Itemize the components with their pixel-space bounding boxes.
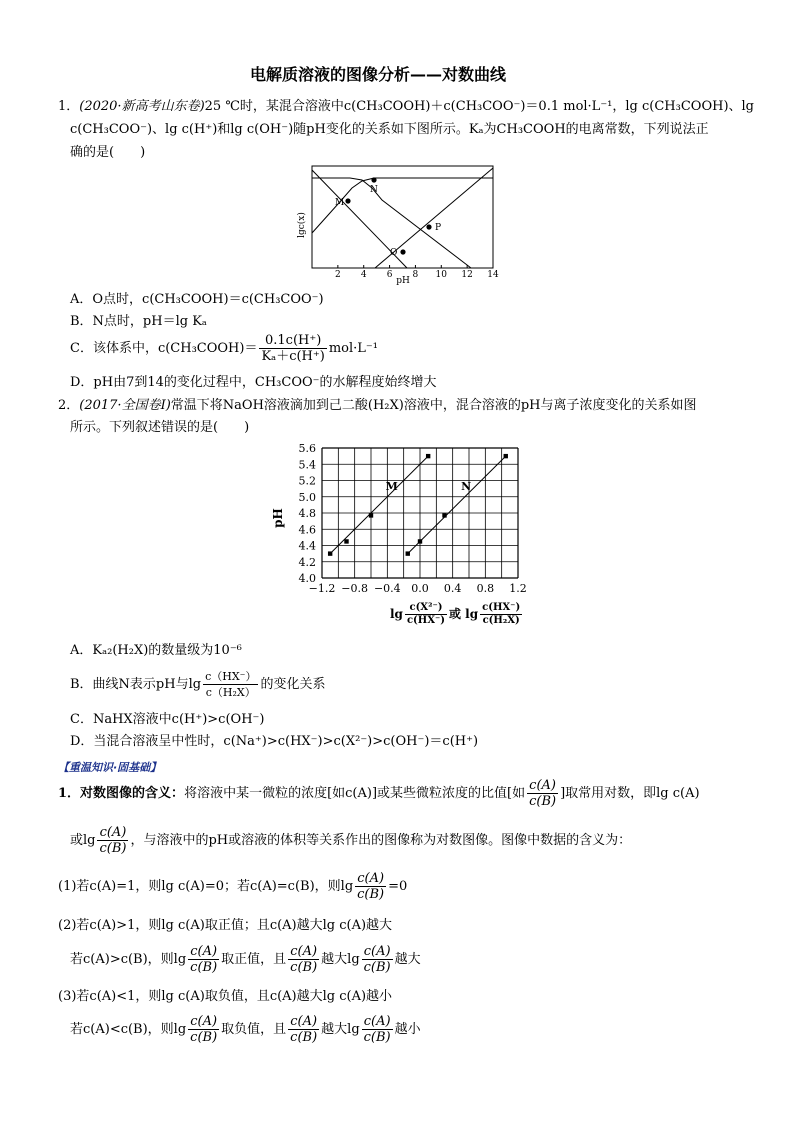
review-frac-num: c(A) — [527, 778, 558, 794]
review-l3-frac1-den: c(B) — [190, 960, 218, 975]
q2-ylabel: pH — [271, 508, 285, 528]
review-l5-frac3 — [362, 1014, 393, 1045]
q1-optc-pre: C．该体系中，c(CH₃COOH)＝ — [70, 341, 258, 356]
review-l5-frac1 — [188, 1014, 219, 1045]
q2-xtick-label: −0.8 — [341, 582, 369, 595]
q2-point-M — [344, 539, 348, 543]
review-p1 — [58, 778, 700, 809]
review-l3d: 越大 — [394, 952, 421, 967]
q1-optc-den: Kₐ＋c(H⁺) — [261, 349, 325, 364]
q2-ytick-label: 4.4 — [298, 539, 316, 553]
q1-xtick-label: 8 — [412, 270, 419, 280]
q2-ytick-label: 5.0 — [298, 490, 316, 504]
q2-ytick-label: 5.4 — [298, 458, 316, 472]
q1-stem3: 确的是( ) — [70, 145, 146, 160]
review-l3-frac2 — [288, 944, 319, 975]
review-l3a: 若c(A)>c(B)，则lg — [70, 952, 187, 967]
q1-label-n: N — [370, 185, 378, 195]
review-p2 — [70, 825, 631, 856]
review-h1: 对数图像的含义： — [80, 786, 185, 801]
q2-xtick-label: 0.0 — [411, 582, 429, 595]
q2-optb-num: c（HX⁻） — [205, 670, 257, 683]
review-p1a: 将溶液中某一微粒的浓度[如c(A)]或某些微粒浓度的比值[如 — [184, 786, 526, 801]
q1-number: 1． — [58, 99, 80, 114]
review-l3-frac3 — [362, 944, 393, 975]
q2-point-N — [504, 454, 508, 458]
q2-stem-line1 — [58, 397, 697, 415]
q1-point-m — [345, 198, 350, 203]
q1-stem-line1 — [58, 98, 754, 116]
review-l5-frac1-num: c(A) — [188, 1014, 219, 1030]
q2-xlabel-frac1 — [405, 602, 447, 627]
review-frac-ab — [527, 778, 558, 809]
q2-number: 2． — [58, 398, 80, 413]
q2-ytick-label: 4.6 — [298, 523, 316, 537]
q2-xtick-label: 1.2 — [509, 582, 527, 595]
q1-xtick-label: 14 — [487, 270, 499, 280]
q2-point-N — [442, 513, 446, 517]
review-l3-frac1 — [188, 944, 219, 975]
q2-ytick-label: 4.2 — [298, 555, 316, 569]
review-l1-frac — [355, 871, 386, 902]
review-l3-frac2-num: c(A) — [288, 944, 319, 960]
q1-point-o — [400, 249, 405, 254]
review-l5-frac3-num: c(A) — [362, 1014, 393, 1030]
review-p1b: ]取常用对数，即lg c(A) — [560, 786, 700, 801]
review-p2-frac — [97, 825, 128, 856]
q1-optc-fraction — [259, 333, 326, 364]
review-l5-frac2-num: c(A) — [288, 1014, 319, 1030]
q2-series-line-N — [408, 456, 506, 554]
review-p2a: 或lg — [70, 833, 96, 848]
q1-source: (2020·新高考山东卷) — [79, 99, 205, 114]
review-l2: (2)若c(A)>1，则lg c(A)取正值；且c(A)越大lg c(A)越大 — [58, 918, 393, 933]
q2-series-line-M — [330, 456, 428, 554]
review-l1b: =0 — [388, 879, 408, 894]
q1-optc-post: mol·L⁻¹ — [328, 341, 378, 356]
review-l5c: 越大lg — [321, 1022, 360, 1037]
review-l3-frac3-den: c(B) — [363, 960, 391, 975]
review-l3-frac3-num: c(A) — [362, 944, 393, 960]
q1-optc-num: 0.1c(H⁺) — [259, 333, 326, 349]
q1-option-c — [70, 333, 378, 364]
review-p2-frac-num: c(A) — [97, 825, 128, 841]
q1-xtick-label: 4 — [360, 270, 367, 280]
q1-stem1: 25 ℃时，某混合溶液中c(CH₃COOH)＋c(CH₃COO⁻)＝0.1 mol·L⁻¹，lg c(CH₃COOH)、lg — [204, 99, 755, 114]
review-p2-frac-den: c(B) — [99, 841, 127, 856]
q2-option-a: A．Kₐ₂(H₂X)的数量级为10⁻⁶ — [70, 643, 242, 658]
review-l5-frac3-den: c(B) — [363, 1030, 391, 1045]
q2-point-M — [369, 513, 373, 517]
review-l5a: 若c(A)<c(B)，则lg — [70, 1022, 187, 1037]
q2-stem2: 所示。下列叙述错误的是( ) — [70, 420, 250, 435]
review-frac-den: c(B) — [529, 794, 557, 809]
q2-point-N — [406, 551, 410, 555]
q2-grid — [322, 448, 518, 578]
q2-xlabel-frac2 — [480, 602, 522, 627]
q2-series-label-M: M — [385, 479, 398, 493]
review-l3 — [70, 944, 421, 975]
q2-option-b — [70, 669, 325, 700]
q2-xlabel-frac2-num: c(HX⁻) — [482, 602, 521, 613]
review-h1-num: 1． — [58, 786, 81, 801]
q1-option-b: B．N点时，pH＝lg Kₐ — [70, 314, 207, 329]
review-l5 — [70, 1014, 421, 1045]
q2-xlabel-frac2-den: c(H₂X) — [482, 615, 520, 626]
q1-label-p: P — [435, 223, 442, 233]
q2-xtick-label: 0.4 — [443, 582, 462, 595]
review-l1-frac-num: c(A) — [355, 871, 386, 887]
q2-ytick-label: 5.6 — [298, 442, 316, 455]
q2-ytick-label: 4.0 — [298, 572, 316, 585]
review-l3-frac1-num: c(A) — [188, 944, 219, 960]
q1-ylabel: lgc(x) — [297, 212, 307, 238]
q2-series-label-N: N — [461, 479, 472, 493]
q2-xlabel-frac1-num: c(X²⁻) — [405, 602, 447, 615]
q2-stem1: 常温下将NaOH溶液滴加到己二酸(H₂X)溶液中，混合溶液的pH与离子浓度变化的关系如图 — [170, 398, 697, 413]
q2-optb-fraction — [203, 669, 258, 700]
q2-yticks — [299, 442, 317, 585]
review-l1 — [58, 871, 407, 902]
q2-source: (2017·全国卷Ⅰ) — [79, 398, 171, 413]
q2-xlabel-frac1-den: c(HX⁻) — [406, 615, 445, 626]
q1-label-m: M — [335, 198, 345, 208]
q1-xlabel: pH — [396, 276, 410, 286]
q2-xlabel-mid: 或 lg — [449, 607, 479, 621]
review-l5-frac2-den: c(B) — [290, 1030, 318, 1045]
q2-point-M — [328, 551, 332, 555]
q2-optb-pre: B．曲线N表示pH与lg — [70, 677, 202, 692]
review-header: 【重温知识·固基础】 — [58, 761, 162, 774]
q2-option-c: C．NaHX溶液中c(H⁺)>c(OH⁻) — [70, 712, 265, 727]
q1-point-p — [426, 224, 431, 229]
q2-xtick-label: 0.8 — [476, 582, 495, 595]
q2-xlabel — [390, 602, 524, 627]
page-title: 电解质溶液的图像分析——对数曲线 — [250, 65, 507, 84]
q2-ytick-label: 5.2 — [298, 474, 316, 488]
q2-xticks — [309, 582, 527, 595]
review-l1a: (1)若c(A)=1，则lg c(A)=0；若c(A)=c(B)，则lg — [58, 879, 354, 894]
q1-chart — [290, 160, 505, 288]
q2-xlabel-pre: lg — [390, 607, 403, 621]
q1-point-n — [371, 177, 376, 182]
q2-point-M — [426, 454, 430, 458]
q2-xtick-label: −0.4 — [373, 582, 401, 595]
review-p2b: ，与溶液中的pH或溶液的体积等关系作出的图像称为对数图像。图像中数据的含义为： — [130, 833, 632, 848]
q2-optb-post: 的变化关系 — [260, 677, 326, 692]
q1-xtick-label: 2 — [334, 270, 341, 280]
review-l3-frac2-den: c(B) — [290, 960, 318, 975]
q1-xtick-label: 6 — [386, 270, 393, 280]
q1-option-d: D．pH由7到14的变化过程中，CH₃COO⁻的水解程度始终增大 — [70, 375, 437, 390]
review-l5-frac1-den: c(B) — [190, 1030, 218, 1045]
q1-xtick-label: 10 — [435, 270, 448, 280]
q2-ytick-label: 4.8 — [298, 507, 316, 520]
q1-option-a: A．O点时，c(CH₃COOH)＝c(CH₃COO⁻) — [70, 292, 324, 307]
review-l5-frac2 — [288, 1014, 319, 1045]
q1-xtick-label: 12 — [461, 270, 473, 280]
review-l4: (3)若c(A)<1，则lg c(A)取负值，且c(A)越大lg c(A)越小 — [58, 989, 393, 1004]
q1-stem2: c(CH₃COO⁻)、lg c(H⁺)和lg c(OH⁻)随pH变化的关系如下图所示。Kₐ为CH₃COOH的电离常数，下列说法正 — [70, 122, 709, 137]
q2-xtick-label: −1.2 — [308, 582, 336, 595]
q2-optb-den: c（H₂X） — [205, 686, 256, 699]
review-l3c: 越大lg — [321, 952, 360, 967]
q1-label-o: O — [390, 248, 398, 258]
review-l5d: 越小 — [394, 1022, 421, 1037]
q2-option-d: D．当混合溶液呈中性时，c(Na⁺)>c(HX⁻)>c(X²⁻)>c(OH⁻)＝c(H⁺) — [70, 734, 479, 749]
review-l1-frac-den: c(B) — [357, 887, 385, 902]
review-l3b: 取正值，且 — [221, 952, 287, 967]
q2-point-N — [418, 539, 422, 543]
review-l5b: 取负值，且 — [221, 1022, 287, 1037]
